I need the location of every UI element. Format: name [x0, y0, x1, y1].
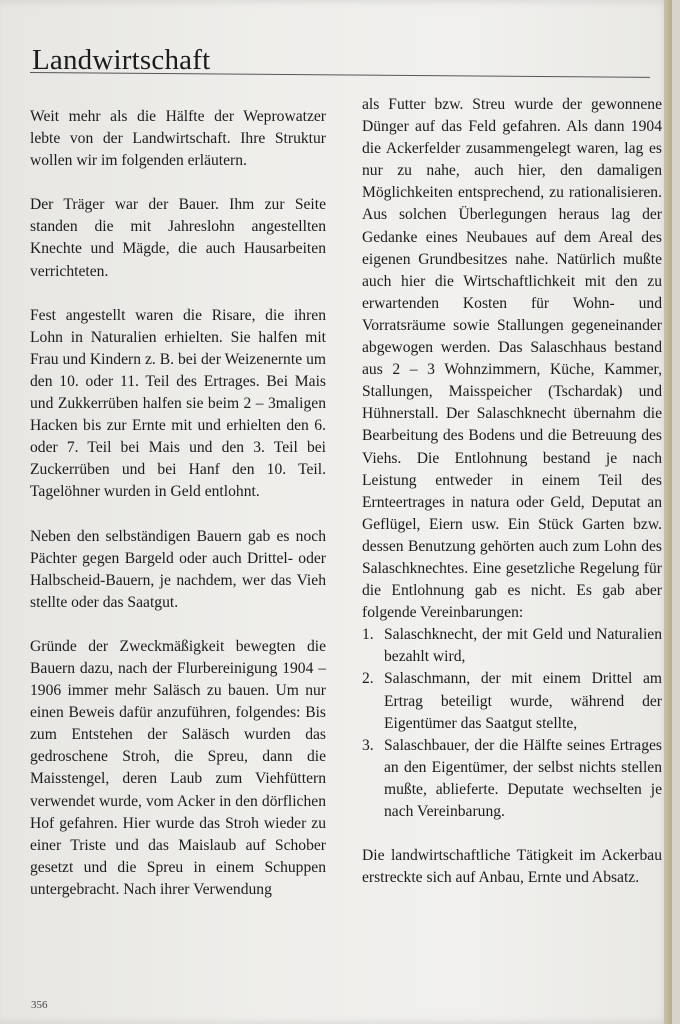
paragraph: Fest angestellt waren die Risare, die ihren Lohn in Naturalien erhielten. Sie halfen mit Frau und Kindern z. B. bei der Weizenernte um den 10. oder 11. Teil des Ertrages. Bei Mais und Zukkerrüben halfen sie beim 2 – 3maligen Hacken bis zur Ernte mit und erhielten den 6. oder 7. Teil bei Mais und den 3. Teil bei Zuckerrüben und bei Hanf den 10. Teil. Tagelöhner wurden in Geld entlohnt. — [30, 306, 326, 501]
list-number: 3. — [362, 736, 374, 754]
agreement-list — [362, 624, 662, 823]
list-item — [362, 735, 662, 823]
list-number: 1. — [362, 626, 374, 644]
list-text: Salaschknecht, der mit Geld und Naturalien bezahlt wird, — [384, 626, 662, 666]
page-edge — [664, 0, 672, 1024]
page-number: 356 — [31, 999, 48, 1011]
list-item — [362, 624, 662, 668]
list-number: 2. — [362, 670, 374, 688]
paragraph: Gründe der Zweckmäßigkeit bewegten die Bauern dazu, nach der Flurbereinigung 1904 – 1906 immer mehr Saläsch zu bauen. Um nur einen Beweis dafür anzuführen, folgendes: Bis zum Entstehen der Saläsch wurden das gedroschene Stroh, die Spreu, dann die Maisstengel, deren Laub zum Viehfüttern verwendet wurde, vom Acker in den dörflichen Hof gefahren. Hier wurde das Stroh wieder zu einer Triste und das Maislaub auf Schober gesetzt und die Spreu in einem Schuppen untergebracht. Nach ihrer Verwendung — [30, 637, 326, 898]
paragraph: als Futter bzw. Streu wurde der gewonnene Dünger auf das Feld gefahren. Als dann 1904 die Ackerfelder zusammengelegt waren, lag es nur zu nahe, auch hier, den damaligen Möglichkeiten entsprechend, zu rationalisieren. Aus solchen Überlegungen heraus lag der Gedanke eines Neubaues auf dem Areal des eigenen Grundbesitzes nahe. Natürlich mußte auch hier die Wirtschaftlichkeit mit den zu erwartenden Kosten für Wohn- und Vorratsräume sowie Stallungen gegeneinander abgewogen werden. Das Salaschhaus bestand aus 2 – 3 Wohnzimmern, Küche, Kammer, Stallungen, Maisspeicher (Tschardak) und Hühnerstall. Der Salaschknecht übernahm die Bearbeitung des Bodens und die Betreuung des Viehs. Die Entlohnung bestand je nach Leistung entweder in einem Teil des Ernteertrages in natura oder Geld, Deputat an Geflügel, Eiern usw. Ein Stück Garten bzw. dessen Benutzung gehörten auch zum Lohn des Salaschknechtes. Eine gesetzliche Regelung für die Entlohnung gab es nicht. Es gab aber folgende Vereinbarungen: — [362, 96, 662, 622]
list-text: Salaschmann, der mit einem Drittel am Ertrag beteiligt wurde, während der Eigentümer das Saatgut stellte, — [384, 670, 662, 732]
left-column — [30, 106, 326, 901]
paragraph: Weit mehr als die Hälfte der Weprowatzer lebte von der Landwirtschaft. Ihre Struktur wollen wir im folgenden erläutern. — [30, 108, 326, 170]
list-text: Salaschbauer, der die Hälfte seines Ertrages an den Eigentümer, der selbst nichts stellen mußte, ablieferte. Deputate wechselten je nach Vereinbarung. — [384, 736, 662, 820]
right-column — [362, 94, 662, 889]
paragraph: Der Träger war der Bauer. Ihm zur Seite standen die mit Jahreslohn angestellten Knechte und Mägde, die auch Hausarbeiten verrichteten. — [30, 196, 326, 280]
paragraph: Neben den selbständigen Bauern gab es noch Pächter gegen Bargeld oder auch Drittel- oder Halbscheid-Bauern, je nachdem, wer das Vieh stellte oder das Saatgut. — [30, 527, 326, 611]
list-item — [362, 668, 662, 734]
paragraph: Die landwirtschaftliche Tätigkeit im Ackerbau erstreckte sich auf Anbau, Ernte und Absatz. — [362, 847, 662, 887]
page-title: Landwirtschaft — [32, 44, 211, 76]
